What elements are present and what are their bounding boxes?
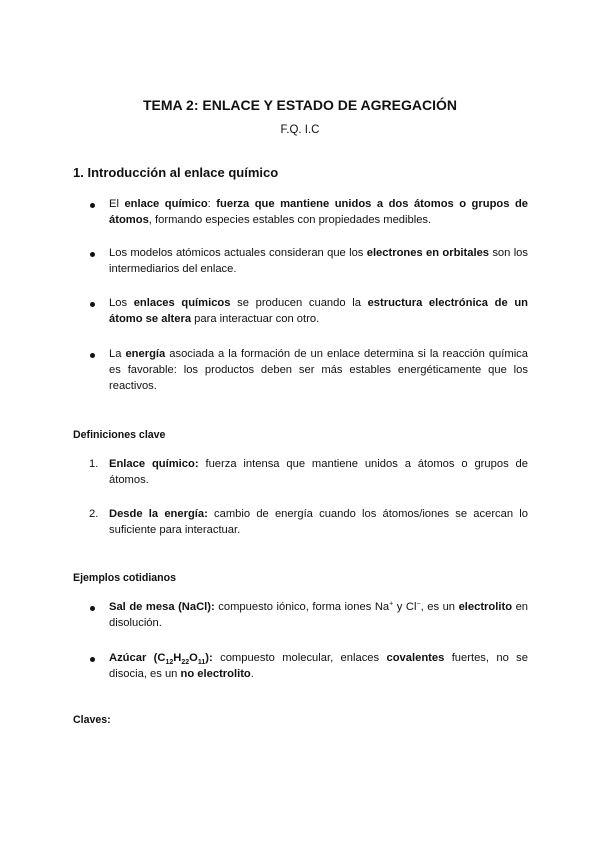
list-item: El enlace químico: fuerza que mantiene unidos a dos átomos o grupos de átomos, formando especies estables con propiedades medibles. [109, 198, 529, 226]
section-heading-definitions: Definiciones clave [73, 429, 166, 441]
list-item: Sal de mesa (NaCl): compuesto iónico, forma iones Na+ y Cl−, es un electrolito en disolución. [109, 600, 529, 629]
bullet-icon [89, 347, 103, 358]
bullet-icon [89, 651, 103, 662]
list-item: Enlace químico: fuerza intensa que mantiene unidos a átomos o grupos de átomos. [109, 458, 528, 486]
bullet-icon [89, 246, 103, 257]
section-heading-claves: Claves: [73, 714, 111, 726]
list-item: Los modelos atómicos actuales consideran que los electrones en orbitales son los intermediarios del enlace. [109, 247, 528, 275]
list-item: Los enlaces químicos se producen cuando la estructura electrónica de un átomo se altera para interactuar con otro. [109, 297, 529, 325]
list-item: Desde la energía: cambio de energía cuando los átomos/iones se acercan lo suficiente para interactuar. [109, 508, 528, 536]
bullet-icon [89, 600, 103, 611]
section-heading-intro: 1. Introducción al enlace químico [73, 165, 279, 180]
list-number: 1. [89, 458, 99, 470]
list-number: 2. [89, 508, 99, 520]
list-item: Azúcar $(C_{12}H_{22}O_{11})$: compuesto molecular, enlaces covalentes fuertes, no se disocia, es un no electrolito. [109, 652, 528, 680]
section-heading-examples: Ejemplos cotidianos [73, 572, 177, 584]
bullet-icon [89, 296, 103, 307]
document-subtitle: F.Q. I.C [280, 124, 320, 136]
list-item: La energía asociada a la formación de un enlace determina si la reacción química es favorable: los productos deben ser más estables energéticamente que los reactivos. [109, 348, 528, 392]
bullet-icon [89, 197, 103, 208]
document-title: TEMA 2: ENLACE Y ESTADO DE AGREGACIÓN [143, 97, 457, 113]
